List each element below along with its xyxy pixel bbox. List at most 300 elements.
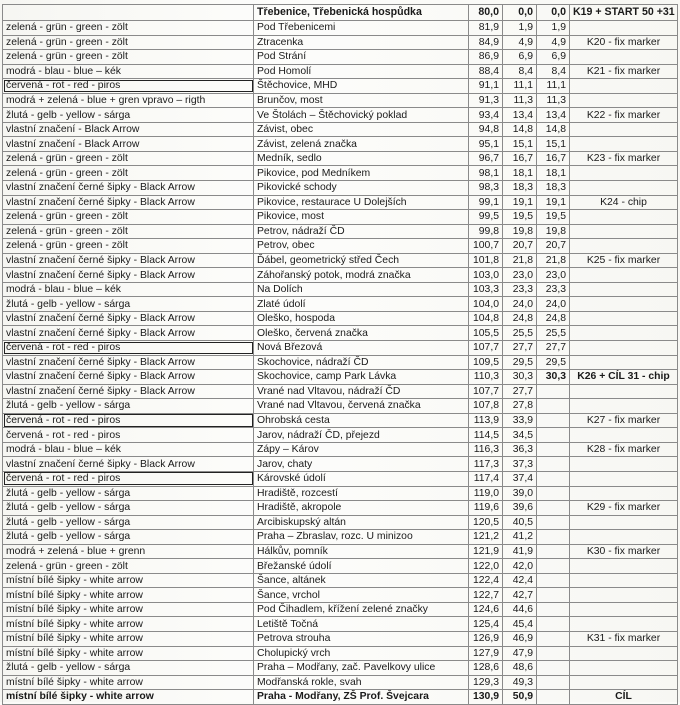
segment-1-cell: 47,9 [503,646,537,661]
place-cell: Pikovice, most [254,210,469,225]
checkpoint-cell [570,661,678,676]
km-cell: 110,3 [469,370,503,385]
checkpoint-cell [570,602,678,617]
km-cell: 107,7 [469,341,503,356]
km-cell: 122,4 [469,573,503,588]
segment-1-cell: 29,5 [503,355,537,370]
place-cell: Ve Štolách – Štěchovický poklad [254,108,469,123]
table-row [3,239,678,254]
segment-1-cell: 23,0 [503,268,537,283]
checkpoint-cell: K30 - fix marker [570,544,678,559]
trail-marker-cell: vlastní značení - Black Arrow [3,122,254,137]
segment-2-cell [537,384,570,399]
km-cell: 103,0 [469,268,503,283]
km-cell: 98,3 [469,181,503,196]
place-cell: Na Dolích [254,282,469,297]
segment-1-cell: 20,7 [503,239,537,254]
segment-1-cell: 24,0 [503,297,537,312]
km-cell: 104,0 [469,297,503,312]
segment-2-cell: 4,9 [537,35,570,50]
table-row [3,602,678,617]
checkpoint-cell [570,268,678,283]
segment-2-cell: 6,9 [537,50,570,65]
table-row [3,122,678,137]
trail-marker-cell: místní bílé šipky - white arrow [3,617,254,632]
trail-marker-cell: modrá - blau - blue – kék [3,282,254,297]
segment-2-cell: 13,4 [537,108,570,123]
checkpoint-cell [570,573,678,588]
place-cell: Šance, altánek [254,573,469,588]
segment-2-cell [537,530,570,545]
table-row [3,341,678,356]
checkpoint-cell [570,355,678,370]
checkpoint-cell [570,471,678,486]
table-row [3,617,678,632]
header-start-place: Třebenice, Třebenická hospůdka [254,5,469,21]
place-cell: Šance, vrchol [254,588,469,603]
trail-marker-cell: zelená - grün - green - zölt [3,151,254,166]
segment-2-cell [537,573,570,588]
table-row [3,311,678,326]
km-cell: 81,9 [469,21,503,36]
checkpoint-cell [570,384,678,399]
trail-marker-cell: červená - rot - red - piros [3,79,254,94]
checkpoint-cell [570,341,678,356]
table-row [3,370,678,385]
table-row [3,399,678,414]
segment-2-cell [537,675,570,690]
checkpoint-cell [570,588,678,603]
segment-2-cell [537,559,570,574]
km-cell: 114,5 [469,428,503,443]
km-cell: 99,5 [469,210,503,225]
segment-2-cell: 23,0 [537,268,570,283]
table-row [3,544,678,559]
checkpoint-cell: K25 - fix marker [570,253,678,268]
segment-1-cell: 39,6 [503,501,537,516]
table-row [3,297,678,312]
km-cell: 130,9 [469,690,503,705]
table-header-row [3,5,678,21]
place-cell: Oleško, červená značka [254,326,469,341]
checkpoint-cell [570,559,678,574]
trail-marker-cell: žlutá - gelb - yellow - sárga [3,486,254,501]
place-cell: Záhořanský potok, modrá značka [254,268,469,283]
km-cell: 128,6 [469,661,503,676]
km-cell: 113,9 [469,413,503,428]
checkpoint-cell [570,617,678,632]
checkpoint-cell: K22 - fix marker [570,108,678,123]
table-row [3,268,678,283]
table-row [3,530,678,545]
km-cell: 122,0 [469,559,503,574]
segment-1-cell: 6,9 [503,50,537,65]
trail-marker-cell: vlastní značení černé šipky - Black Arrow [3,268,254,283]
segment-1-cell: 16,7 [503,151,537,166]
segment-2-cell [537,544,570,559]
segment-2-cell: 15,1 [537,137,570,152]
km-cell: 91,1 [469,79,503,94]
place-cell: Pod Třebenicemi [254,21,469,36]
place-cell: Letiště Točná [254,617,469,632]
km-cell: 120,5 [469,515,503,530]
table-row [3,35,678,50]
checkpoint-cell: K27 - fix marker [570,413,678,428]
segment-2-cell [537,471,570,486]
checkpoint-cell [570,166,678,181]
trail-marker-cell: místní bílé šipky - white arrow [3,675,254,690]
segment-2-cell [537,690,570,705]
checkpoint-cell [570,224,678,239]
segment-2-cell [537,457,570,472]
segment-1-cell: 36,3 [503,442,537,457]
checkpoint-cell [570,486,678,501]
place-cell: Hradiště, akropole [254,501,469,516]
km-cell: 121,9 [469,544,503,559]
segment-2-cell: 8,4 [537,64,570,79]
checkpoint-cell [570,50,678,65]
segment-1-cell: 19,1 [503,195,537,210]
segment-2-cell: 23,3 [537,282,570,297]
segment-1-cell: 21,8 [503,253,537,268]
km-cell: 103,3 [469,282,503,297]
segment-2-cell [537,661,570,676]
trail-marker-cell: červená - rot - red - piros [3,413,254,428]
segment-2-cell [537,617,570,632]
table-row [3,471,678,486]
km-cell: 99,1 [469,195,503,210]
segment-1-cell: 27,7 [503,341,537,356]
checkpoint-cell [570,311,678,326]
segment-1-cell: 13,4 [503,108,537,123]
trail-marker-cell: žlutá - gelb - yellow - sárga [3,515,254,530]
trail-marker-cell: žlutá - gelb - yellow - sárga [3,297,254,312]
place-cell: Hálkův, pomník [254,544,469,559]
segment-2-cell [537,413,570,428]
trail-marker-cell: červená - rot - red - piros [3,471,254,486]
checkpoint-cell [570,530,678,545]
table-row [3,137,678,152]
trail-marker-cell: vlastní značení černé šipky - Black Arrow [3,195,254,210]
trail-marker-cell: zelená - grün - green - zölt [3,224,254,239]
table-row [3,661,678,676]
trail-marker-cell: místní bílé šipky - white arrow [3,588,254,603]
place-cell: Modřanská rokle, svah [254,675,469,690]
segment-2-cell: 19,5 [537,210,570,225]
segment-2-cell [537,442,570,457]
trail-marker-cell: místní bílé šipky - white arrow [3,573,254,588]
checkpoint-cell: K31 - fix marker [570,631,678,646]
trail-marker-cell: zelená - grün - green - zölt [3,559,254,574]
table-row [3,442,678,457]
segment-2-cell: 11,1 [537,79,570,94]
segment-1-cell: 25,5 [503,326,537,341]
segment-2-cell: 1,9 [537,21,570,36]
km-cell: 124,6 [469,602,503,617]
checkpoint-cell: K29 - fix marker [570,501,678,516]
table-row [3,690,678,705]
segment-1-cell: 37,4 [503,471,537,486]
trail-marker-cell: modrá - blau - blue – kék [3,442,254,457]
place-cell: Praha – Zbraslav, rozc. U minizoo [254,530,469,545]
segment-2-cell [537,515,570,530]
route-table [2,4,678,705]
checkpoint-cell [570,210,678,225]
table-row [3,457,678,472]
checkpoint-cell [570,675,678,690]
place-cell: Ohrobská cesta [254,413,469,428]
km-cell: 122,7 [469,588,503,603]
place-cell: Cholupický vrch [254,646,469,661]
place-cell: Závist, obec [254,122,469,137]
place-cell: Štěchovice, MHD [254,79,469,94]
segment-2-cell [537,588,570,603]
segment-2-cell [537,602,570,617]
table-row [3,50,678,65]
checkpoint-cell: K24 - chip [570,195,678,210]
checkpoint-cell: K28 - fix marker [570,442,678,457]
place-cell: Zápy – Károv [254,442,469,457]
place-cell: Zlaté údolí [254,297,469,312]
segment-2-cell: 18,1 [537,166,570,181]
km-cell: 104,8 [469,311,503,326]
trail-marker-cell: vlastní značení černé šipky - Black Arrow [3,326,254,341]
checkpoint-cell [570,21,678,36]
segment-1-cell: 8,4 [503,64,537,79]
table-row [3,64,678,79]
km-cell: 88,4 [469,64,503,79]
segment-1-cell: 42,7 [503,588,537,603]
segment-2-cell [537,501,570,516]
segment-1-cell: 34,5 [503,428,537,443]
trail-marker-cell: zelená - grün - green - zölt [3,50,254,65]
km-cell: 117,4 [469,471,503,486]
km-cell: 84,9 [469,35,503,50]
segment-1-cell: 33,9 [503,413,537,428]
segment-1-cell: 50,9 [503,690,537,705]
checkpoint-cell [570,122,678,137]
segment-2-cell [537,428,570,443]
table-row [3,326,678,341]
checkpoint-cell [570,137,678,152]
segment-2-cell: 24,0 [537,297,570,312]
km-cell: 129,3 [469,675,503,690]
checkpoint-cell [570,181,678,196]
segment-2-cell: 19,1 [537,195,570,210]
trail-marker-cell: modrá + zelená - blue + gren vpravo – rigth [3,93,254,108]
table-row [3,675,678,690]
trail-marker-cell: červená - rot - red - piros [3,341,254,356]
segment-1-cell: 19,5 [503,210,537,225]
table-row [3,151,678,166]
checkpoint-cell [570,457,678,472]
segment-1-cell: 44,6 [503,602,537,617]
km-cell: 109,5 [469,355,503,370]
header-marker-cell [3,5,254,21]
table-row [3,93,678,108]
segment-2-cell: 29,5 [537,355,570,370]
table-row [3,428,678,443]
segment-1-cell: 48,6 [503,661,537,676]
checkpoint-cell: CÍL [570,690,678,705]
checkpoint-cell: K20 - fix marker [570,35,678,50]
km-cell: 117,3 [469,457,503,472]
trail-marker-cell: červená - rot - red - piros [3,428,254,443]
segment-1-cell: 41,9 [503,544,537,559]
segment-1-cell: 49,3 [503,675,537,690]
checkpoint-cell: K21 - fix marker [570,64,678,79]
segment-1-cell: 24,8 [503,311,537,326]
trail-marker-cell: místní bílé šipky - white arrow [3,602,254,617]
trail-marker-cell: zelená - grün - green - zölt [3,21,254,36]
segment-1-cell: 27,7 [503,384,537,399]
segment-1-cell: 11,1 [503,79,537,94]
trail-marker-cell: zelená - grün - green - zölt [3,166,254,181]
place-cell: Vrané nad Vltavou, nádraží ČD [254,384,469,399]
segment-1-cell: 19,8 [503,224,537,239]
trail-marker-cell: vlastní značení černé šipky - Black Arrow [3,370,254,385]
segment-1-cell: 4,9 [503,35,537,50]
km-cell: 91,3 [469,93,503,108]
place-cell: Petrov, obec [254,239,469,254]
place-cell: Jarov, chaty [254,457,469,472]
segment-1-cell: 45,4 [503,617,537,632]
place-cell: Arcibiskupský altán [254,515,469,530]
km-cell: 127,9 [469,646,503,661]
place-cell: Skochovice, camp Park Lávka [254,370,469,385]
place-cell: Pod Strání [254,50,469,65]
place-cell: Pikovice, restaurace U Dolejších [254,195,469,210]
place-cell: Břežanské údolí [254,559,469,574]
km-cell: 119,6 [469,501,503,516]
km-cell: 100,7 [469,239,503,254]
km-cell: 96,7 [469,151,503,166]
checkpoint-cell: K26 + CÍL 31 - chip [570,370,678,385]
km-cell: 121,2 [469,530,503,545]
trail-marker-cell: vlastní značení černé šipky - Black Arrow [3,311,254,326]
km-cell: 107,7 [469,384,503,399]
checkpoint-cell: K23 - fix marker [570,151,678,166]
trail-marker-cell: zelená - grün - green - zölt [3,210,254,225]
trail-marker-cell: zelená - grün - green - zölt [3,239,254,254]
table-row [3,486,678,501]
segment-1-cell: 1,9 [503,21,537,36]
segment-2-cell: 16,7 [537,151,570,166]
place-cell: Pod Čihadlem, křížení zelené značky [254,602,469,617]
place-cell: Ďábel, geometrický střed Čech [254,253,469,268]
km-cell: 125,4 [469,617,503,632]
place-cell: Ztracenka [254,35,469,50]
km-cell: 93,4 [469,108,503,123]
checkpoint-cell [570,399,678,414]
place-cell: Jarov, nádraží ČD, přejezd [254,428,469,443]
trail-marker-cell: žlutá - gelb - yellow - sárga [3,108,254,123]
segment-2-cell [537,646,570,661]
checkpoint-cell [570,428,678,443]
km-cell: 99,8 [469,224,503,239]
segment-1-cell: 30,3 [503,370,537,385]
km-cell: 116,3 [469,442,503,457]
segment-2-cell: 18,3 [537,181,570,196]
place-cell: Károvské údolí [254,471,469,486]
place-cell: Vrané nad Vltavou, červená značka [254,399,469,414]
place-cell: Praha – Modřany, zač. Pavelkovy ulice [254,661,469,676]
trail-marker-cell: místní bílé šipky - white arrow [3,646,254,661]
table-row [3,515,678,530]
checkpoint-cell [570,326,678,341]
table-row [3,282,678,297]
km-cell: 98,1 [469,166,503,181]
segment-2-cell: 11,3 [537,93,570,108]
checkpoint-cell [570,93,678,108]
checkpoint-cell [570,79,678,94]
km-cell: 119,0 [469,486,503,501]
table-row [3,559,678,574]
segment-1-cell: 41,2 [503,530,537,545]
segment-2-cell: 30,3 [537,370,570,385]
table-row [3,355,678,370]
segment-1-cell: 18,1 [503,166,537,181]
segment-2-cell: 21,8 [537,253,570,268]
segment-1-cell: 23,3 [503,282,537,297]
segment-2-cell [537,486,570,501]
table-row [3,181,678,196]
trail-marker-cell: žlutá - gelb - yellow - sárga [3,399,254,414]
trail-marker-cell: vlastní značení - Black Arrow [3,137,254,152]
trail-marker-cell: vlastní značení černé šipky - Black Arrow [3,457,254,472]
place-cell: Petrov, nádraží ČD [254,224,469,239]
trail-marker-cell: místní bílé šipky - white arrow [3,690,254,705]
trail-marker-cell: žlutá - gelb - yellow - sárga [3,530,254,545]
place-cell: Závist, zelená značka [254,137,469,152]
km-cell: 95,1 [469,137,503,152]
table-row [3,79,678,94]
table-row [3,646,678,661]
table-row [3,573,678,588]
table-row [3,253,678,268]
km-cell: 126,9 [469,631,503,646]
table-row [3,588,678,603]
segment-1-cell: 18,3 [503,181,537,196]
segment-2-cell: 14,8 [537,122,570,137]
table-row [3,501,678,516]
trail-marker-cell: žlutá - gelb - yellow - sárga [3,501,254,516]
segment-1-cell: 15,1 [503,137,537,152]
place-cell: Oleško, hospoda [254,311,469,326]
place-cell: Pikovice, pod Medníkem [254,166,469,181]
km-cell: 105,5 [469,326,503,341]
segment-1-cell: 27,8 [503,399,537,414]
trail-marker-cell: žlutá - gelb - yellow - sárga [3,661,254,676]
segment-2-cell [537,631,570,646]
place-cell: Skochovice, nádraží ČD [254,355,469,370]
place-cell: Praha - Modřany, ZŠ Prof. Švejcara [254,690,469,705]
place-cell: Pikovické schody [254,181,469,196]
table-row [3,195,678,210]
segment-2-cell: 25,5 [537,326,570,341]
table-row [3,166,678,181]
place-cell: Petrova strouha [254,631,469,646]
checkpoint-cell [570,515,678,530]
place-cell: Medník, sedlo [254,151,469,166]
table-row [3,384,678,399]
segment-1-cell: 14,8 [503,122,537,137]
place-cell: Brunčov, most [254,93,469,108]
trail-marker-cell: vlastní značení černé šipky - Black Arrow [3,355,254,370]
header-checkpoint: K19 + START 50 +31 [570,5,678,21]
segment-1-cell: 46,9 [503,631,537,646]
segment-1-cell: 11,3 [503,93,537,108]
